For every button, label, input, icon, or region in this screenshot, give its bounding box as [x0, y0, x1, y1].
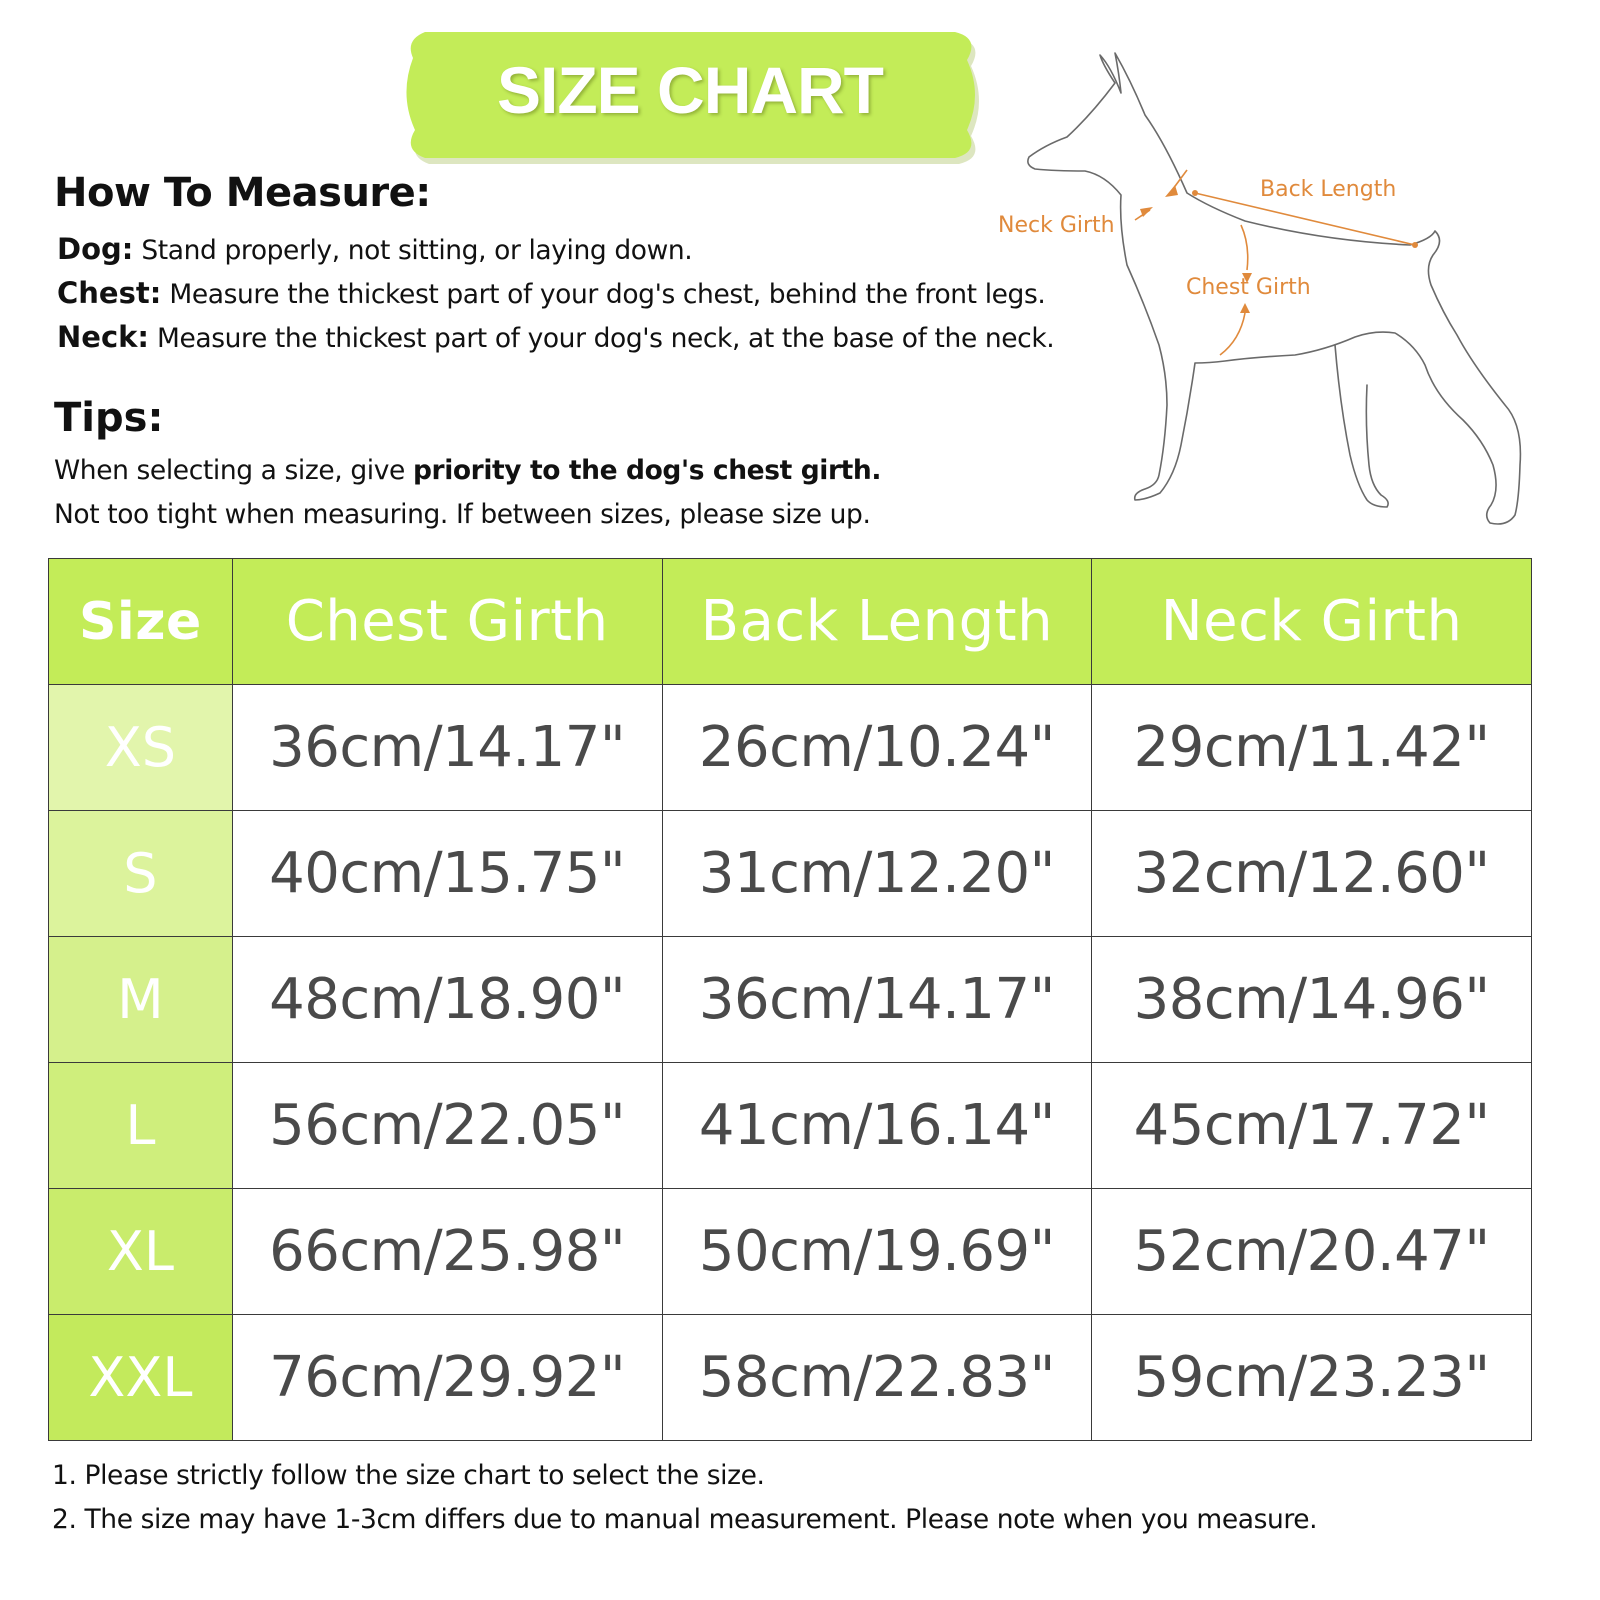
- note-2: 2. The size may have 1-3cm differs due to manual measurement. Please note when you measure.: [52, 1504, 1318, 1535]
- size-cell: XL: [49, 1189, 233, 1315]
- back-cell: 41cm/16.14": [662, 1063, 1092, 1189]
- tip-text: When selecting a size, give: [54, 455, 413, 486]
- size-table: [48, 558, 1532, 1441]
- table-row: [49, 937, 1532, 1063]
- back-cell: 58cm/22.83": [662, 1315, 1092, 1441]
- dog-measure-diagram: [995, 45, 1555, 545]
- page-title: SIZE CHART: [497, 53, 883, 127]
- measure-item-label: Dog:: [57, 232, 134, 266]
- chest-cell: 76cm/29.92": [232, 1315, 662, 1441]
- back-cell: 36cm/14.17": [662, 937, 1092, 1063]
- header-chest-girth: Chest Girth: [232, 559, 662, 685]
- back-cell: 31cm/12.20": [662, 811, 1092, 937]
- measure-item-text: Measure the thickest part of your dog's chest, behind the front legs.: [169, 279, 1046, 310]
- measure-item-label: Chest:: [57, 276, 162, 310]
- measure-item-dog: [57, 232, 692, 266]
- measure-item-text: Measure the thickest part of your dog's neck, at the base of the neck.: [157, 323, 1055, 354]
- measure-item-label: Neck:: [57, 320, 150, 354]
- size-cell: M: [49, 937, 233, 1063]
- table-row: [49, 811, 1532, 937]
- size-cell: XXL: [49, 1315, 233, 1441]
- size-cell: S: [49, 811, 233, 937]
- tips-heading: Tips:: [54, 395, 164, 441]
- back-cell: 26cm/10.24": [662, 685, 1092, 811]
- neck-cell: 59cm/23.23": [1092, 1315, 1532, 1441]
- table-row: [49, 685, 1532, 811]
- tip-line-2: Not too tight when measuring. If between sizes, please size up.: [54, 499, 871, 530]
- header-neck-girth: Neck Girth: [1092, 559, 1532, 685]
- back-cell: 50cm/19.69": [662, 1189, 1092, 1315]
- header-size: Size: [49, 559, 233, 685]
- chest-cell: 40cm/15.75": [232, 811, 662, 937]
- tip-line-1: [54, 455, 881, 486]
- chest-cell: 48cm/18.90": [232, 937, 662, 1063]
- size-cell: XS: [49, 685, 233, 811]
- tip-emphasis: priority to the dog's chest girth.: [412, 455, 882, 486]
- neck-cell: 45cm/17.72": [1092, 1063, 1532, 1189]
- header-back-length: Back Length: [662, 559, 1092, 685]
- neck-girth-label: Neck Girth: [998, 213, 1115, 238]
- measure-item-chest: [57, 276, 1045, 310]
- table-row: [49, 1063, 1532, 1189]
- neck-cell: 29cm/11.42": [1092, 685, 1532, 811]
- chest-cell: 36cm/14.17": [232, 685, 662, 811]
- measure-item-neck: [57, 320, 1054, 354]
- table-row: [49, 1189, 1532, 1315]
- neck-cell: 38cm/14.96": [1092, 937, 1532, 1063]
- neck-cell: 52cm/20.47": [1092, 1189, 1532, 1315]
- table-row: [49, 1315, 1532, 1441]
- size-cell: L: [49, 1063, 233, 1189]
- note-1: 1. Please strictly follow the size chart to select the size.: [52, 1460, 765, 1491]
- chest-cell: 56cm/22.05": [232, 1063, 662, 1189]
- table-header-row: [49, 559, 1532, 685]
- measure-item-text: Stand properly, not sitting, or laying down.: [141, 235, 693, 266]
- back-length-label: Back Length: [1260, 177, 1397, 202]
- chest-cell: 66cm/25.98": [232, 1189, 662, 1315]
- title-banner: [395, 20, 985, 170]
- chest-girth-label: Chest Girth: [1186, 275, 1311, 300]
- neck-cell: 32cm/12.60": [1092, 811, 1532, 937]
- how-to-measure-heading: How To Measure:: [54, 170, 431, 216]
